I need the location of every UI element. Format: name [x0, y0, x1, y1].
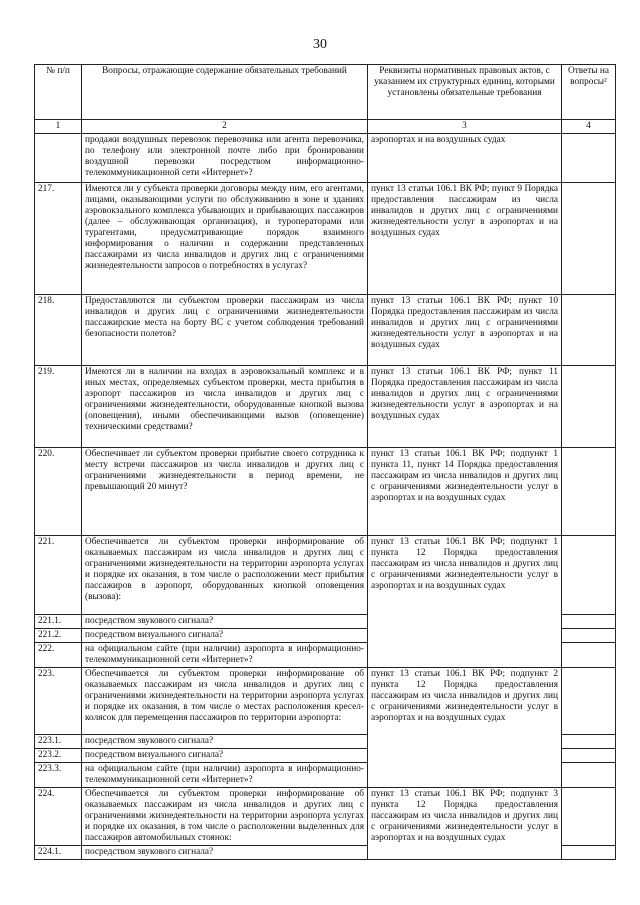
table-row — [35, 366, 616, 448]
table-row — [35, 448, 616, 536]
table-row — [35, 295, 616, 366]
row-question: посредством звукового сигнала? — [82, 846, 368, 860]
row-question: продажи воздушных перевозок перевозчика или агента перевозчика, по телефону или электронной почте либо при бронировании воздушной перевозки посредством информационно-телекоммуникационной сети «Интернет»? — [82, 134, 368, 183]
table-row — [35, 668, 616, 735]
row-act: пункт 13 статьи 106.1 ВК РФ; пункт 11 Порядка предоставления пассажирам из числа инвалидов и других лиц с ограничениями жизнедеятельности услуг в аэропортах и на воздушных судах — [368, 366, 562, 448]
page-number: 30 — [313, 37, 327, 52]
column-index: 3 — [368, 120, 562, 134]
row-question: Имеются ли в наличии на входах в аэровокзальный комплекс и в иных местах, определяемых субъектом проверки, места прибытия в аэропорт пассажиров из числа инвалидов и других лиц с ограничениями жизнедеятельности, оборудованные кнопкой вызова (оповещения), иными обеспечивающими вызов (оповещение) техническими средствами? — [82, 366, 368, 448]
row-act: пункт 13 статьи 106.1 ВК РФ; пункт 10 Порядка предоставления пассажирам из числа инвалидов и других лиц с ограничениями жизнедеятельности услуг в аэропортах и на воздушных судах — [368, 295, 562, 366]
row-question: Имеются ли у субъекта проверки договоры между ним, его агентами, лицами, оказывающими услуги по обслуживанию в зоне и зданиях аэровокзального комплекса убывающих и прибывающих пассажиров (далее – обслуживающая организация), и туроператорами или турагентами, предусматривающие порядок взаимного информирования о наличии и содержании представленных пассажирами из числа инвалидов и других лиц с ограничениями жизнедеятельности запросов о потребностях в услугах? — [82, 183, 368, 295]
table-row — [35, 134, 616, 183]
header-answers: Ответы на вопросы² — [562, 65, 616, 120]
row-question: Обеспечивается ли субъектом проверки информирование об оказываемых пассажирам из числа инвалидов и других лиц с ограничениями жизнедеятельности на территории аэропорта услугах и порядке их оказания, в том числе о расположении выделенных для пассажиров автомобильных стоянок: — [82, 788, 368, 846]
header-number: № п/п — [35, 65, 82, 120]
row-number: 219. — [35, 366, 82, 448]
row-question: посредством звукового сигнала? — [82, 615, 368, 629]
row-answer — [562, 629, 616, 643]
row-question: Предоставляются ли субъектом проверки пассажирам из числа инвалидов и других лиц с ограничениями жизнедеятельности пассажирские места на борту ВС с учетом соблюдения требований безопасности полетов? — [82, 295, 368, 366]
row-number: 220. — [35, 448, 82, 536]
row-question: посредством звукового сигнала? — [82, 735, 368, 749]
row-question: Обеспечивается ли субъектом проверки информирование об оказываемых пассажирам из числа инвалидов и других лиц с ограничениями жизнедеятельности на территории аэропорта услугах и порядке их оказания, в том числе о расположении мест прибытия пассажиров в аэропорт, оборудованных кнопкой оповещения (вызова): — [82, 536, 368, 615]
row-number: 224.1. — [35, 846, 82, 860]
table-row — [35, 788, 616, 846]
requirements-table — [34, 64, 616, 860]
row-act: пункт 13 статьи 106.1 ВК РФ; подпункт 1 пункта 12 Порядка предоставления пассажирам из числа инвалидов и других лиц с ограничениями жизнедеятельности услуг в аэропортах и на воздушных судах — [368, 536, 562, 668]
row-number: 221.1. — [35, 615, 82, 629]
row-answer — [562, 668, 616, 735]
row-act: аэропортах и на воздушных судах — [368, 134, 562, 183]
row-number: 217. — [35, 183, 82, 295]
row-number: 223.3. — [35, 763, 82, 788]
header-acts: Реквизиты нормативных правовых актов, с указанием их структурных единиц, которыми установлены обязательные требования — [368, 65, 562, 120]
row-answer — [562, 366, 616, 448]
row-number: 223.1. — [35, 735, 82, 749]
table-header — [35, 65, 616, 120]
row-act: пункт 13 статьи 106.1 ВК РФ; пункт 9 Порядка предоставления пассажирам из числа инвалидов и других лиц с ограничениями жизнедеятельности услуг в аэропортах и на воздушных судах — [368, 183, 562, 295]
row-question: посредством визуального сигнала? — [82, 629, 368, 643]
row-answer — [562, 846, 616, 860]
row-question: Обеспечивается ли субъектом проверки информирование об оказываемых пассажирам из числа инвалидов и других лиц с ограничениями жизнедеятельности на территории аэропорта услугах и порядке их оказания, в том числе о местах расположения кресел-колясок для перемещения пассажиров по территории аэропорта: — [82, 668, 368, 735]
row-act: пункт 13 статьи 106.1 ВК РФ; подпункт 2 пункта 12 Порядка предоставления пассажирам из числа инвалидов и других лиц с ограничениями жизнедеятельности услуг в аэропортах и на воздушных судах — [368, 668, 562, 788]
column-index: 4 — [562, 120, 616, 134]
row-answer — [562, 295, 616, 366]
row-number — [35, 134, 82, 183]
row-number: 218. — [35, 295, 82, 366]
row-question: на официальном сайте (при наличии) аэропорта в информационно-телекоммуникационной сети «Интернет»? — [82, 763, 368, 788]
column-index: 2 — [82, 120, 368, 134]
row-act: пункт 13 статьи 106.1 ВК РФ; подпункт 3 пункта 12 Порядка предоставления пассажирам из числа инвалидов и других лиц с ограничениями жизнедеятельности услуг в аэропортах и на воздушных судах — [368, 788, 562, 860]
row-answer — [562, 183, 616, 295]
row-answer — [562, 134, 616, 183]
header-questions: Вопросы, отражающие содержание обязательных требований — [82, 65, 368, 120]
row-answer — [562, 763, 616, 788]
table-row — [35, 183, 616, 295]
row-answer — [562, 643, 616, 668]
row-answer — [562, 536, 616, 615]
row-question: посредством визуального сигнала? — [82, 749, 368, 763]
row-question: на официальном сайте (при наличии) аэропорта в информационно-телекоммуникационной сети «Интернет»? — [82, 643, 368, 668]
row-answer — [562, 788, 616, 846]
row-number: 222. — [35, 643, 82, 668]
row-number: 221. — [35, 536, 82, 615]
row-answer — [562, 735, 616, 749]
row-answer — [562, 448, 616, 536]
row-number: 223. — [35, 668, 82, 735]
column-index-row — [35, 120, 616, 134]
column-index: 1 — [35, 120, 82, 134]
row-question: Обеспечивает ли субъектом проверки прибытие своего сотрудника к месту встречи пассажиров из числа инвалидов и других лиц с ограничениями жизнедеятельности в период времени, не превышающий 20 минут? — [82, 448, 368, 536]
row-act: пункт 13 статьи 106.1 ВК РФ; подпункт 1 пункта 11, пункт 14 Порядка предоставления пассажирам из числа инвалидов и других лиц с ограничениями жизнедеятельности услуг в аэропортах и на воздушных судах — [368, 448, 562, 536]
row-answer — [562, 749, 616, 763]
row-number: 224. — [35, 788, 82, 846]
table-row — [35, 536, 616, 615]
row-number: 221.2. — [35, 629, 82, 643]
row-answer — [562, 615, 616, 629]
row-number: 223.2. — [35, 749, 82, 763]
